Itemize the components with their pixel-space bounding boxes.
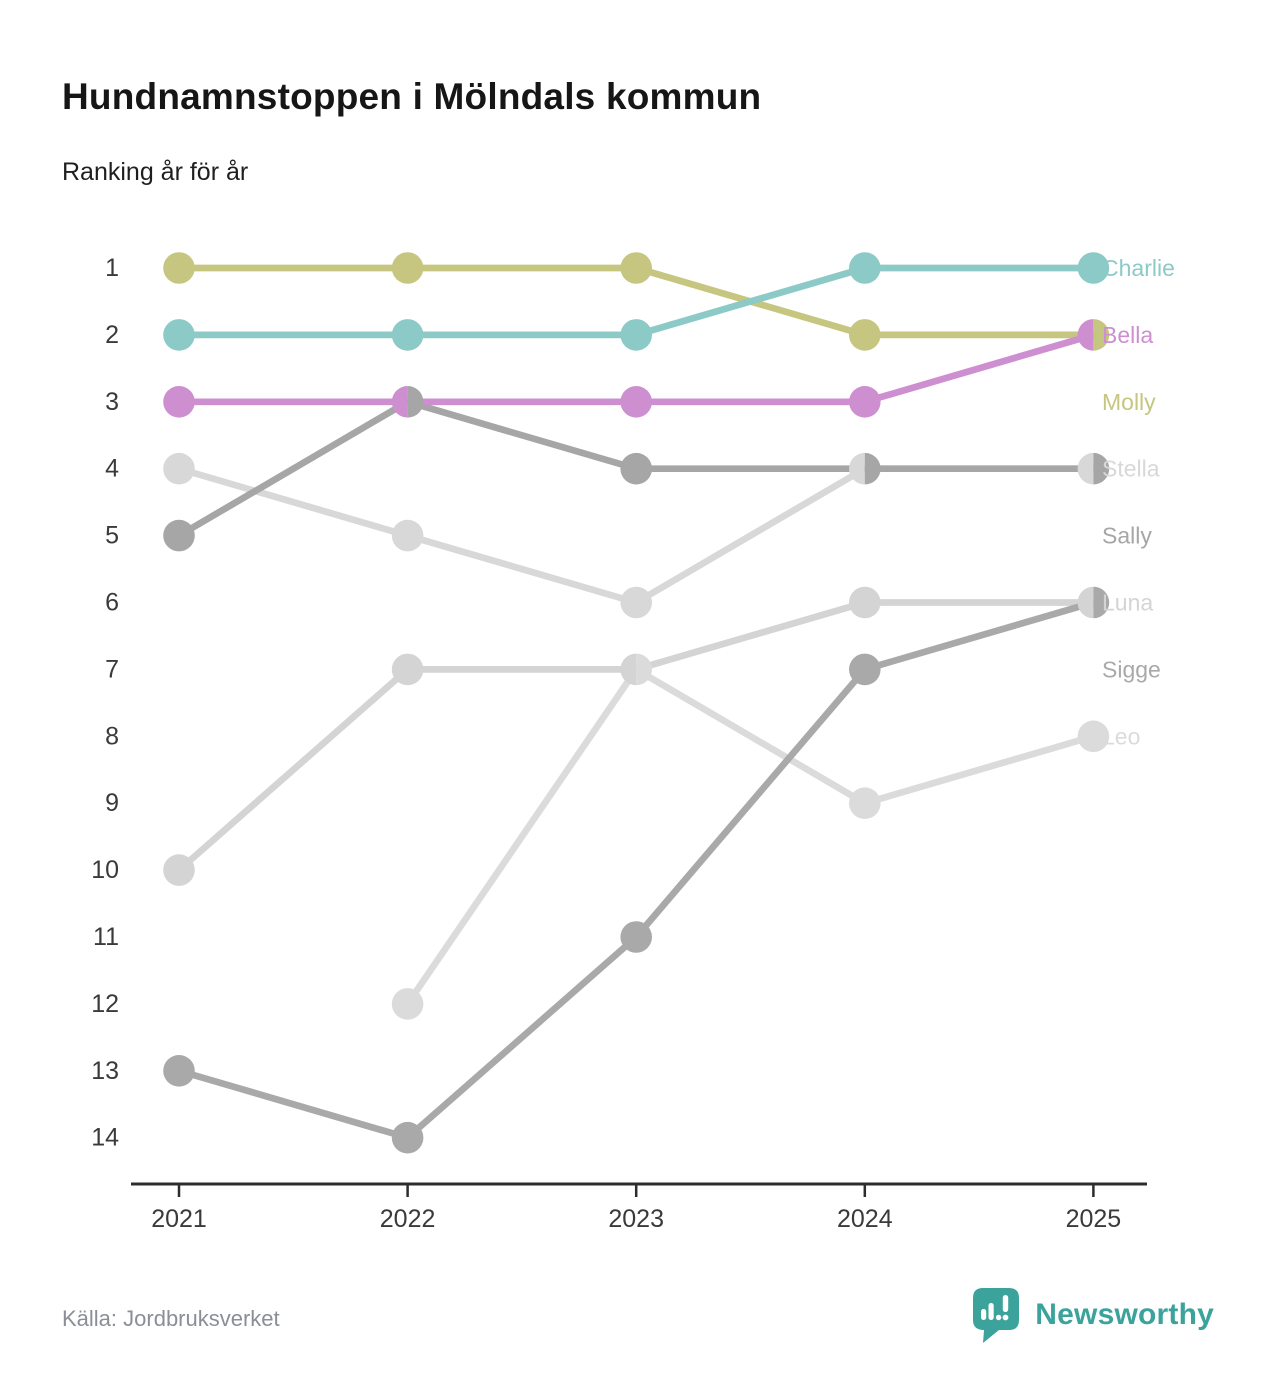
data-point-molly — [620, 252, 652, 284]
data-point-half-luna — [620, 654, 636, 686]
data-point-stella — [163, 453, 195, 485]
year-tick-label: 2023 — [608, 1205, 665, 1233]
series-label-leo: Leo — [1102, 723, 1141, 750]
data-point-charlie — [163, 319, 195, 351]
rank-tick-label: 9 — [105, 789, 119, 818]
data-point-sally — [163, 520, 195, 552]
data-point-stella — [620, 587, 652, 619]
x-axis — [131, 1184, 1147, 1233]
rank-tick-label: 8 — [105, 722, 119, 751]
data-point-half-sally — [408, 386, 424, 418]
data-point-charlie — [392, 319, 424, 351]
data-point-half-stella — [1078, 453, 1094, 485]
data-point-sigge — [620, 921, 652, 953]
y-axis-tick-labels — [91, 254, 119, 1152]
rank-tick-label: 5 — [105, 521, 119, 550]
data-point-molly — [392, 252, 424, 284]
newsworthy-logo — [969, 1286, 1214, 1344]
data-point-molly — [163, 252, 195, 284]
series-label-sigge: Sigge — [1102, 656, 1161, 683]
series-label-stella: Stella — [1102, 455, 1160, 482]
rank-tick-label: 10 — [91, 856, 119, 885]
chart-title: Hundnamnstoppen i Mölndals kommun — [62, 76, 762, 117]
data-point-luna — [392, 654, 424, 686]
series-line-leo — [408, 669, 1094, 1004]
data-point-charlie — [849, 252, 881, 284]
year-tick-label: 2025 — [1065, 1205, 1122, 1233]
year-tick-label: 2022 — [379, 1205, 436, 1233]
data-point-luna — [163, 854, 195, 886]
data-point-half-sally — [865, 453, 881, 485]
series-label-bella: Bella — [1102, 321, 1154, 348]
data-point-sigge — [392, 1122, 424, 1154]
series-label-sally: Sally — [1102, 522, 1152, 549]
data-points — [163, 252, 1109, 1153]
series-label-charlie: Charlie — [1102, 255, 1175, 281]
rank-tick-label: 2 — [105, 320, 119, 349]
newsworthy-logo-icon — [969, 1286, 1023, 1344]
rank-tick-label: 14 — [91, 1123, 119, 1152]
rank-tick-label: 12 — [91, 989, 119, 1018]
year-tick-label: 2021 — [151, 1205, 207, 1233]
rank-tick-label: 1 — [105, 254, 119, 282]
series-name-labels — [1102, 255, 1175, 749]
rank-tick-label: 13 — [91, 1056, 119, 1085]
rank-tick-label: 4 — [105, 454, 119, 483]
series-label-molly: Molly — [1102, 388, 1156, 415]
data-point-sigge — [849, 654, 881, 686]
data-point-leo — [849, 787, 881, 819]
rank-tick-label: 3 — [105, 387, 119, 416]
series-label-luna: Luna — [1102, 589, 1154, 616]
newsworthy-logo-text: Newsworthy — [1035, 1298, 1214, 1331]
rank-tick-label: 6 — [105, 588, 119, 617]
source-note: Källa: Jordbruksverket — [62, 1306, 280, 1331]
data-point-half-luna — [1078, 587, 1094, 619]
rank-tick-label: 7 — [105, 655, 119, 684]
data-point-molly — [849, 319, 881, 351]
data-point-sigge — [163, 1055, 195, 1087]
rank-tick-label: 11 — [93, 923, 119, 951]
series-line-stella — [179, 469, 1093, 603]
data-point-bella — [620, 386, 652, 418]
data-point-leo — [392, 988, 424, 1020]
chart-subtitle: Ranking år för år — [62, 158, 249, 186]
data-point-charlie — [620, 319, 652, 351]
data-point-bella — [163, 386, 195, 418]
data-point-luna — [849, 587, 881, 619]
year-tick-label: 2024 — [836, 1205, 893, 1233]
data-point-stella — [392, 520, 424, 552]
data-point-sally — [620, 453, 652, 485]
data-point-bella — [849, 386, 881, 418]
data-point-half-bella — [1078, 319, 1094, 351]
